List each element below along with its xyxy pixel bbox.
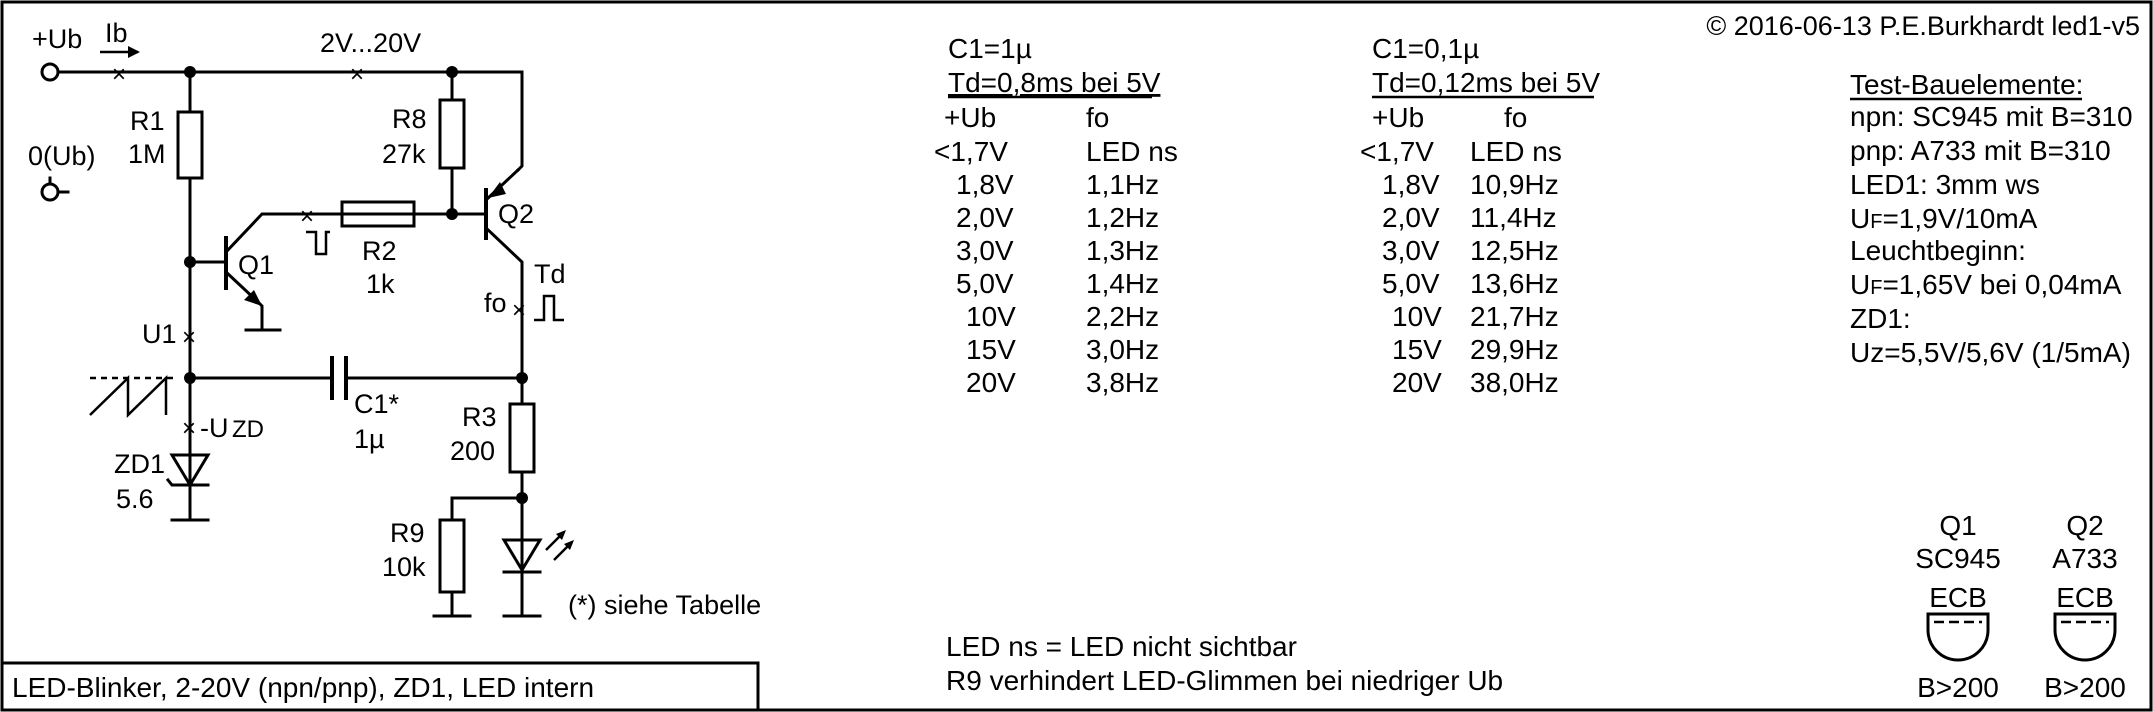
r8-body bbox=[440, 100, 464, 168]
table-rows bbox=[934, 136, 1178, 398]
sheet-border bbox=[2, 2, 2151, 710]
table-cell-ub: 1,8V bbox=[956, 169, 1014, 200]
terminal-plus bbox=[42, 64, 58, 80]
table-td: Td=0,8ms bei 5V bbox=[948, 67, 1161, 98]
table-cell-ub: 2,0V bbox=[956, 202, 1014, 233]
test-uf: UF=1,9V/10mA bbox=[1850, 203, 2038, 234]
table-cell-ub: 20V bbox=[966, 367, 1016, 398]
package-q1 bbox=[1915, 510, 2001, 703]
table-cell-fo: 21,7Hz bbox=[1470, 301, 1559, 332]
table-cell-ub: 15V bbox=[1392, 334, 1442, 365]
junction bbox=[184, 372, 196, 384]
table-cell-ub: 5,0V bbox=[956, 268, 1014, 299]
test-parts bbox=[1850, 69, 2133, 368]
test-uz: Uz=5,5V/5,6V (1/5mA) bbox=[1850, 337, 2131, 368]
table-cell-fo: LED ns bbox=[1470, 136, 1562, 167]
test-led: LED1: 3mm ws bbox=[1850, 169, 2040, 200]
table-cell-ub: <1,7V bbox=[934, 136, 1008, 167]
table-c: C1=1µ bbox=[948, 33, 1032, 64]
table-cell-ub: 10V bbox=[1392, 301, 1442, 332]
test-parts-heading: Test-Bauelemente: bbox=[1850, 69, 2084, 100]
table-cell-fo: 3,0Hz bbox=[1086, 334, 1160, 365]
table-cell-ub: 3,0V bbox=[956, 235, 1014, 266]
zd1-label: ZD1 bbox=[114, 449, 166, 479]
ib-arrow-head bbox=[128, 46, 140, 58]
table-cell-fo: 1,1Hz bbox=[1086, 169, 1160, 200]
label-plus-ub: +Ub bbox=[32, 24, 83, 54]
c1-label: C1* bbox=[354, 389, 400, 419]
table-head-fo: fo bbox=[1086, 102, 1110, 133]
r1-label: R1 bbox=[130, 106, 165, 136]
table-cell-fo: 29,9Hz bbox=[1470, 334, 1559, 365]
r9-body bbox=[440, 520, 464, 592]
table-cell-fo: 38,0Hz bbox=[1470, 367, 1559, 398]
zd1-value: 5.6 bbox=[116, 484, 154, 514]
td-label: Td bbox=[534, 259, 566, 289]
table-cell-ub: 2,0V bbox=[1382, 202, 1440, 233]
r9-value: 10k bbox=[382, 552, 426, 582]
sawtooth-icon bbox=[90, 378, 166, 415]
copyright: © 2016-06-13 P.E.Burkhardt led1-v5 bbox=[1706, 11, 2140, 41]
table-cell-fo: 13,6Hz bbox=[1470, 268, 1559, 299]
package-name: Q1 bbox=[1939, 510, 1977, 541]
table-cell-fo: 3,8Hz bbox=[1086, 367, 1160, 398]
table-cell-ub: 1,8V bbox=[1382, 169, 1440, 200]
table-cell-fo: 1,3Hz bbox=[1086, 235, 1160, 266]
package-pins: ECB bbox=[1929, 582, 1987, 613]
junction bbox=[184, 256, 196, 268]
package-type: A733 bbox=[2052, 543, 2118, 574]
package-q2 bbox=[2044, 510, 2126, 703]
pulse-negative-icon bbox=[306, 232, 330, 254]
test-zd: ZD1: bbox=[1850, 303, 1911, 334]
package-beta: B>200 bbox=[1917, 672, 1999, 703]
q1-collector bbox=[226, 214, 452, 252]
table-head-ub: +Ub bbox=[1372, 102, 1425, 133]
table-head-fo: fo bbox=[1504, 102, 1528, 133]
table-cell-ub: 20V bbox=[1392, 367, 1442, 398]
package-type: SC945 bbox=[1915, 543, 2001, 574]
cross-fo: × bbox=[512, 297, 527, 324]
footnote: (*) siehe Tabelle bbox=[568, 590, 762, 620]
r8-value: 27k bbox=[382, 139, 426, 169]
package-name: Q2 bbox=[2066, 510, 2104, 541]
table-head-ub: +Ub bbox=[944, 102, 997, 133]
table-c: C1=0,1µ bbox=[1372, 33, 1480, 64]
r1-body bbox=[178, 112, 202, 178]
cross-q1c: × bbox=[300, 203, 315, 230]
table-cell-ub: 3,0V bbox=[1382, 235, 1440, 266]
fo-label: fo bbox=[484, 288, 507, 318]
table-cell-fo: 2,2Hz bbox=[1086, 301, 1160, 332]
r3-value: 200 bbox=[450, 436, 496, 466]
pulse-positive-icon bbox=[534, 296, 564, 320]
r8-label: R8 bbox=[392, 104, 427, 134]
r9-label: R9 bbox=[390, 518, 425, 548]
r2-value: 1k bbox=[366, 269, 395, 299]
q2-label: Q2 bbox=[498, 199, 535, 229]
circuit bbox=[28, 18, 761, 620]
table-cell-fo: 10,9Hz bbox=[1470, 169, 1559, 200]
r2-label: R2 bbox=[362, 236, 397, 266]
table-cell-fo: 1,4Hz bbox=[1086, 268, 1160, 299]
cross-ib: × bbox=[112, 61, 127, 88]
junction bbox=[184, 66, 196, 78]
uzd-prefix: -U bbox=[200, 413, 229, 443]
cross-rail: × bbox=[350, 61, 365, 88]
q1-label: Q1 bbox=[238, 250, 275, 280]
q1-emitter-wire bbox=[258, 302, 262, 330]
table-cell-fo: 12,5Hz bbox=[1470, 235, 1559, 266]
table-cell-fo: LED ns bbox=[1086, 136, 1178, 167]
junction bbox=[446, 66, 458, 78]
q2-emitter-wire bbox=[518, 72, 522, 170]
note-led-ns: LED ns = LED nicht sichtbar bbox=[946, 631, 1297, 662]
u1-label: U1 bbox=[142, 319, 177, 349]
c1-value: 1µ bbox=[354, 424, 385, 454]
r3-body bbox=[510, 404, 534, 472]
table-td: Td=0,12ms bei 5V bbox=[1372, 67, 1601, 98]
table-cell-ub: 5,0V bbox=[1382, 268, 1440, 299]
table-c1-1u bbox=[934, 33, 1178, 398]
title-block-text: LED-Blinker, 2-20V (npn/pnp), ZD1, LED intern bbox=[12, 672, 595, 703]
table-cell-ub: 10V bbox=[966, 301, 1016, 332]
cross-u1: × bbox=[182, 324, 197, 351]
test-pnp: pnp: A733 mit B=310 bbox=[1850, 135, 2111, 166]
test-npn: npn: SC945 mit B=310 bbox=[1850, 101, 2133, 132]
r3-label: R3 bbox=[462, 402, 497, 432]
label-voltage-range: 2V...20V bbox=[320, 28, 422, 58]
junction bbox=[516, 492, 528, 504]
cross-uzd: × bbox=[182, 415, 197, 442]
table-cell-ub: <1,7V bbox=[1360, 136, 1434, 167]
wire-r9-top bbox=[452, 498, 522, 520]
r1-value: 1M bbox=[128, 139, 166, 169]
table-c1-0-1u bbox=[1360, 33, 1600, 398]
test-onset: Leuchtbeginn: bbox=[1850, 235, 2026, 266]
table-rows bbox=[1360, 136, 1562, 398]
note-r9: R9 verhindert LED-Glimmen bei niedriger Ub bbox=[946, 665, 1504, 696]
label-ib: Ib bbox=[105, 18, 128, 48]
table-cell-fo: 1,2Hz bbox=[1086, 202, 1160, 233]
table-cell-fo: 11,4Hz bbox=[1470, 202, 1557, 233]
label-zero-ub: 0(Ub) bbox=[28, 141, 96, 171]
package-pins: ECB bbox=[2056, 582, 2114, 613]
package-beta: B>200 bbox=[2044, 672, 2126, 703]
test-uf2: UF=1,65V bei 0,04mA bbox=[1850, 269, 2122, 300]
terminal-zero bbox=[42, 184, 58, 200]
junction bbox=[516, 372, 528, 384]
junction bbox=[446, 208, 458, 220]
table-cell-ub: 15V bbox=[966, 334, 1016, 365]
uzd-sub: ZD bbox=[232, 416, 264, 443]
